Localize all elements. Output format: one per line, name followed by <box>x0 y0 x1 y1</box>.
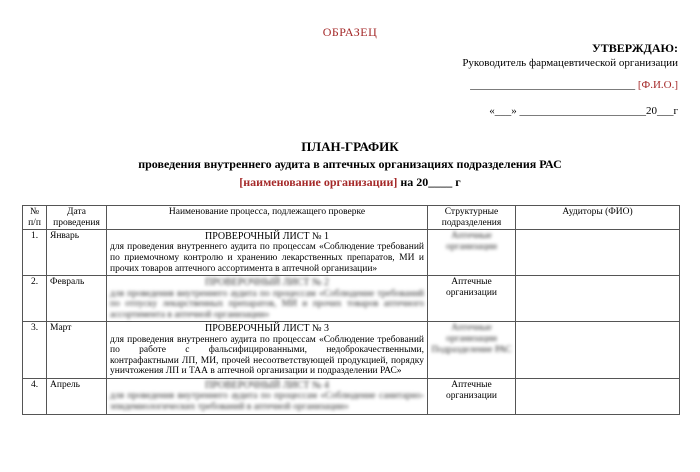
checklist-description: для проведения внутреннего аудита по процессам «Соблюдение санитарно-эпидемиологических требований в аптечной организации» <box>110 391 424 412</box>
document-org-line <box>0 175 700 190</box>
plan-table <box>22 205 680 415</box>
year-placeholder: на 20____ г <box>397 175 461 189</box>
header-auditors: Аудиторы (ФИО) <box>516 206 680 230</box>
row-date: Март <box>47 322 107 379</box>
checklist-title: ПРОВЕРОЧНЫЙ ЛИСТ № 2 <box>204 277 330 289</box>
checklist-title: ПРОВЕРОЧНЫЙ ЛИСТ № 4 <box>204 380 330 392</box>
checklist-description: для проведения внутреннего аудита по процессам «Соблюдение требований по отпуску лекарственных препаратов, МИ и прочих товаров аптечного ассортимента в аптечной организации» <box>110 288 424 320</box>
approver-signature-line <box>470 79 678 91</box>
row-structure: Аптечные организации <box>428 230 516 276</box>
checklist-title: ПРОВЕРОЧНЫЙ ЛИСТ № 3 <box>204 323 330 335</box>
approver-fio-placeholder: [Ф.И.О.] <box>637 79 678 91</box>
signature-underline: ______________________________ <box>470 79 636 91</box>
checklist-description: для проведения внутреннего аудита по процессам «Соблюдение требований по работе с фальсифицированными, недоброкачественными, контрафактными ЛП, МИ, прочей несоответствующей продукцией, порядку уничтожения ЛП и ТАА в аптечной организации и подразделении РАС» <box>110 334 424 377</box>
approve-title: УТВЕРЖДАЮ: <box>591 41 678 55</box>
table-row <box>23 276 680 322</box>
header-process: Наименование процесса, подлежащего проверке <box>107 206 428 230</box>
row-date: Февраль <box>47 276 107 322</box>
approval-date-line: «___» _______________________20___г <box>489 105 678 117</box>
row-structure: Аптечные организации <box>428 276 516 322</box>
row-structure: Аптечные организации Подразделение РАС <box>428 322 516 379</box>
row-date: Апрель <box>47 379 107 414</box>
row-num: 1. <box>23 230 47 276</box>
row-num: 3. <box>23 322 47 379</box>
table-row <box>23 322 680 379</box>
table-row <box>23 230 680 276</box>
sample-label: ОБРАЗЕЦ <box>322 25 378 39</box>
row-structure: Аптечные организации <box>428 379 516 414</box>
checklist-description: для проведения внутреннего аудита по процессам «Соблюдение требований по приемочному контролю и хранению лекарственных препаратов, МИ и прочих товаров аптечного ассортимента в аптечной организации» <box>110 242 424 274</box>
row-process <box>107 276 428 322</box>
row-auditors <box>516 276 680 322</box>
row-num: 4. <box>23 379 47 414</box>
header-num: № п/п <box>23 206 47 230</box>
header-date: Дата проведения <box>47 206 107 230</box>
approver-role: Руководитель фармацевтической организации <box>462 57 678 69</box>
table-row <box>23 379 680 414</box>
row-process <box>107 322 428 379</box>
table-header-row <box>23 206 680 230</box>
checklist-title: ПРОВЕРОЧНЫЙ ЛИСТ № 1 <box>204 231 330 243</box>
row-auditors <box>516 322 680 379</box>
row-num: 2. <box>23 276 47 322</box>
row-auditors <box>516 230 680 276</box>
row-process <box>107 230 428 276</box>
header-structure: Структурные подразделения <box>428 206 516 230</box>
document-title: ПЛАН-ГРАФИК <box>301 139 399 154</box>
row-auditors <box>516 379 680 414</box>
row-date: Январь <box>47 230 107 276</box>
organization-placeholder: [наименование организации] <box>239 175 398 189</box>
document-subtitle: проведения внутреннего аудита в аптечных организациях подразделения РАС <box>138 157 562 171</box>
row-process <box>107 379 428 414</box>
